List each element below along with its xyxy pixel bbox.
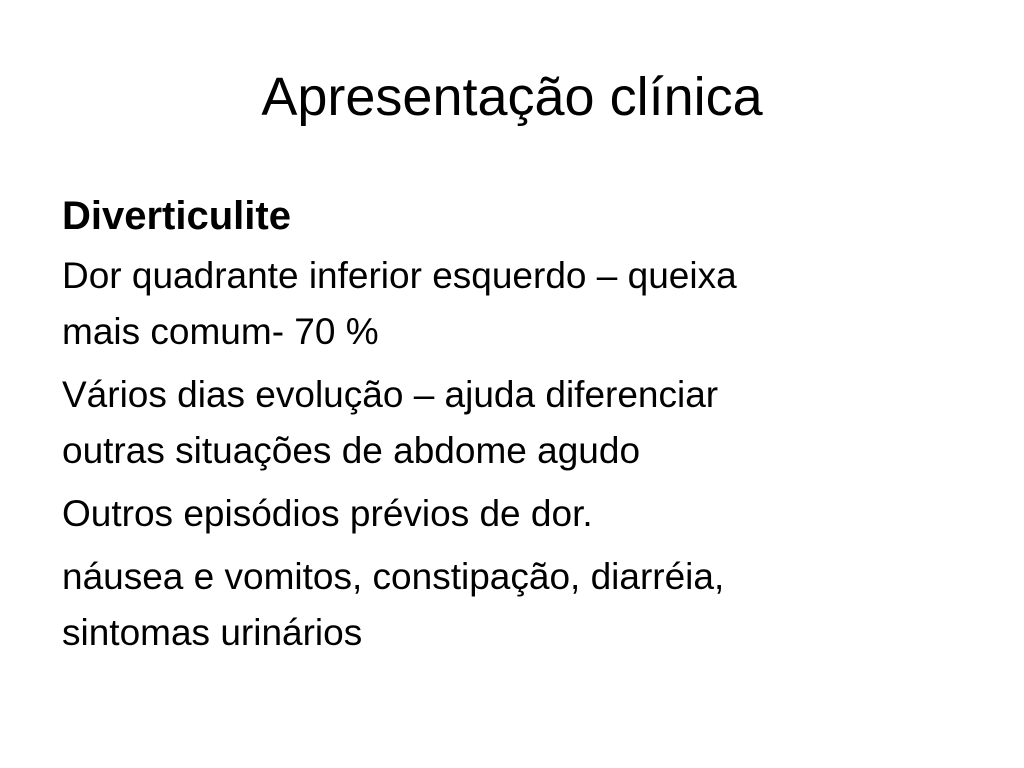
- bullet-text-line: náusea e vomitos, constipação, diarréia,: [62, 556, 725, 597]
- bullet-text-line: sintomas urinários: [62, 612, 363, 653]
- bullet-text-line: Outros episódios prévios de dor.: [62, 493, 593, 534]
- bullet-item: [62, 486, 962, 542]
- bullet-item: [62, 248, 962, 360]
- bullet-text-line: Vários dias evolução – ajuda diferenciar: [62, 374, 719, 415]
- bullet-text-line: mais comum- 70 %: [62, 311, 379, 352]
- bullet-item: [62, 549, 962, 661]
- bullet-text-line: Dor quadrante inferior esquerdo – queixa: [62, 255, 737, 296]
- slide-content: [62, 188, 962, 668]
- section-heading: Diverticulite: [62, 194, 291, 238]
- bullet-item: [62, 367, 962, 479]
- bullet-list: [62, 248, 962, 661]
- bullet-text-line: outras situações de abdome agudo: [62, 430, 641, 471]
- slide-title: Apresentação clínica: [261, 67, 763, 127]
